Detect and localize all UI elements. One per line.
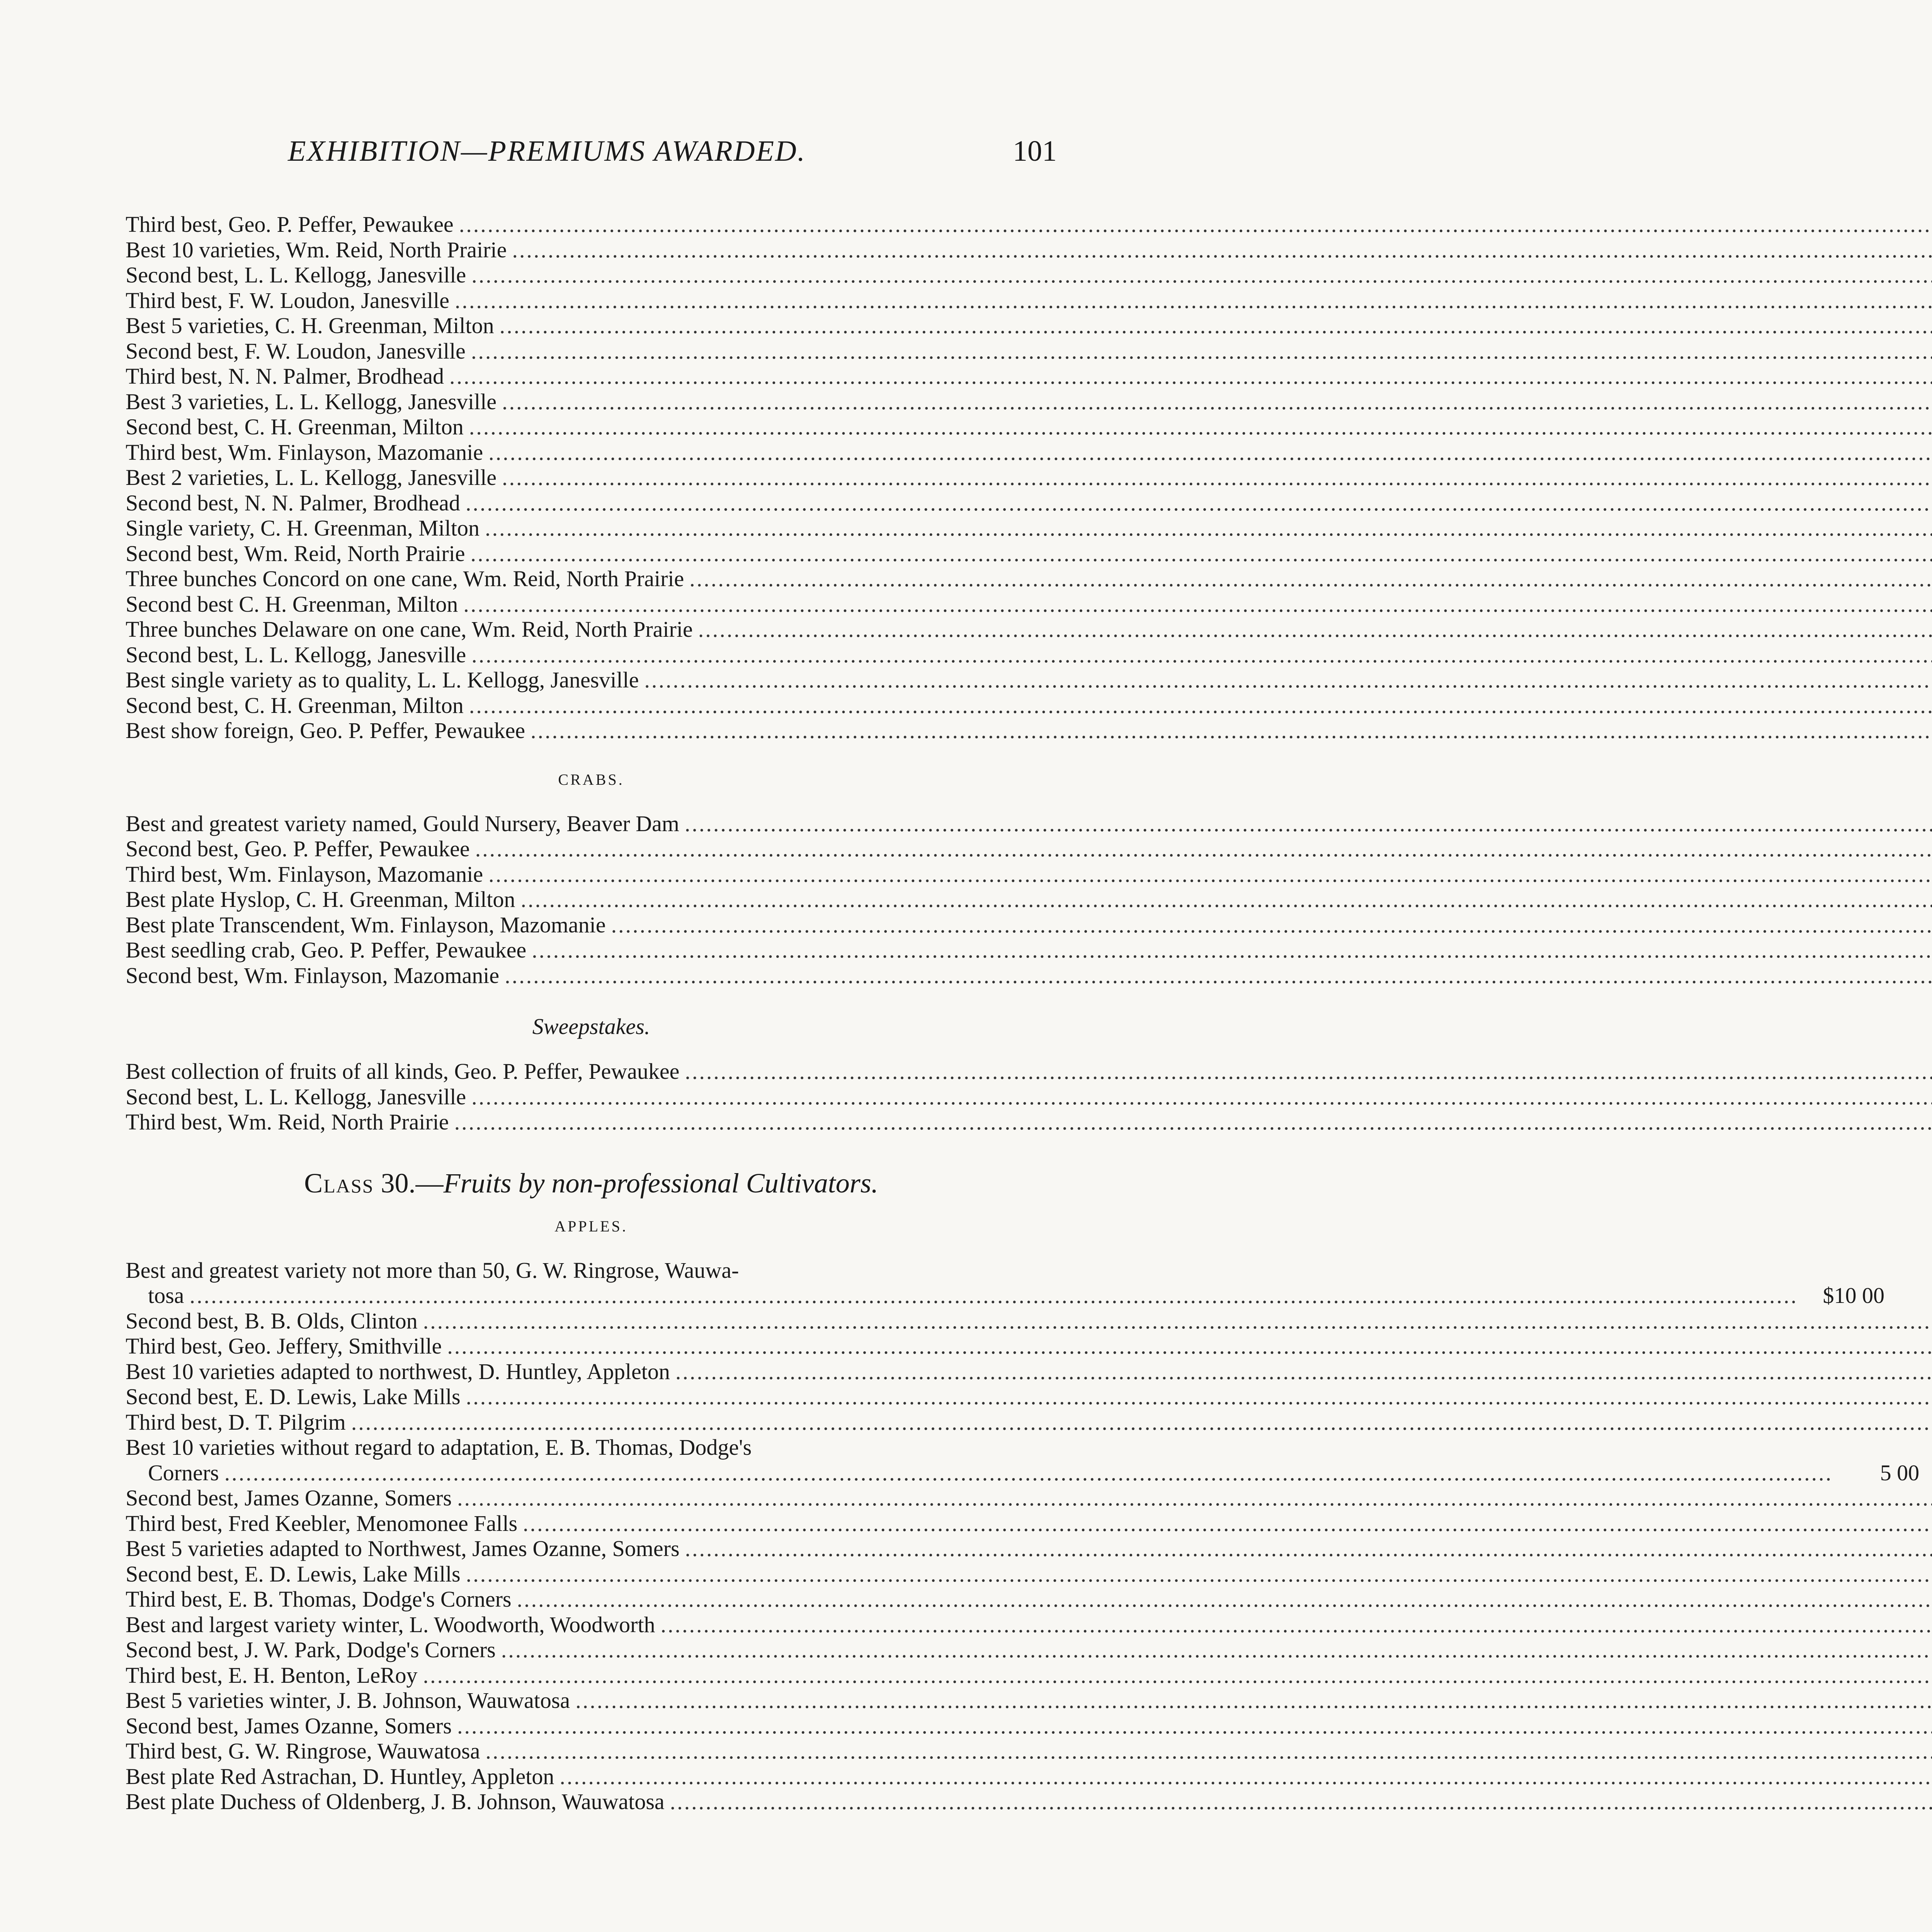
entry-description: Third best, Wm. Finlayson, Mazomanie xyxy=(126,439,483,465)
entry-row xyxy=(126,313,1057,338)
entry-row xyxy=(126,1410,1057,1435)
entry-row xyxy=(126,887,1057,912)
dot-leader xyxy=(501,1637,1932,1663)
entry-row xyxy=(126,1308,1057,1334)
entry-row xyxy=(126,338,1057,364)
entry-description: Corners xyxy=(148,1460,219,1485)
entry-row xyxy=(126,1283,1884,1308)
entry-row xyxy=(126,1109,1057,1135)
entry-description: Third best, N. N. Palmer, Brodhead xyxy=(126,364,444,389)
entry-amount: $10 00 xyxy=(1823,1283,1884,1308)
entry-description: Best plate Hyslop, C. H. Greenman, Milton xyxy=(126,887,515,912)
class-title: Fruits by non-professional Cultivators. xyxy=(443,1167,878,1199)
dot-leader xyxy=(470,541,1932,566)
dot-leader xyxy=(466,490,1932,516)
class-label: Class xyxy=(304,1167,374,1199)
dot-leader xyxy=(457,1485,1932,1511)
entry-description: Third best, E. B. Thomas, Dodge's Corners xyxy=(126,1587,512,1612)
entry-row xyxy=(126,262,1057,288)
entry-description: Third best, Fred Keebler, Menomonee Falls xyxy=(126,1510,518,1536)
entry-row xyxy=(126,937,1057,963)
dot-leader xyxy=(471,642,1932,668)
entry-row xyxy=(126,642,1057,668)
dot-leader xyxy=(485,515,1932,541)
dot-leader xyxy=(449,364,1932,389)
entry-row xyxy=(126,1384,1057,1410)
apples-entry-wrapped-1 xyxy=(126,1257,1884,1308)
class-dash: — xyxy=(415,1167,444,1199)
entry-description: Second best, N. N. Palmer, Brodhead xyxy=(126,490,460,515)
entry-description: Third best, Geo. Jeffery, Smithville xyxy=(126,1333,442,1359)
entry-description: Three bunches Delaware on one cane, Wm. Reid, North Prairie xyxy=(126,617,693,642)
running-header xyxy=(126,128,1057,170)
dot-leader xyxy=(502,465,1932,490)
dot-leader xyxy=(575,1688,1932,1713)
entry-row xyxy=(126,1637,1057,1663)
entry-description: Best collection of fruits of all kinds, Geo. P. Peffer, Pewaukee xyxy=(126,1059,680,1084)
entry-row xyxy=(126,440,1057,465)
dot-leader xyxy=(685,1536,1932,1561)
dot-leader xyxy=(560,1764,1932,1789)
entry-line-1: Best 10 varieties without regard to adaptation, E. B. Thomas, Dodge's xyxy=(126,1435,752,1460)
entry-row xyxy=(126,1059,1057,1084)
entry-description: Best 5 varieties winter, J. B. Johnson, Wauwatosa xyxy=(126,1688,570,1713)
dot-leader xyxy=(502,389,1932,415)
entry-description: Second best, James Ozanne, Somers xyxy=(126,1713,452,1738)
entry-description: Third best, D. T. Pilgrim xyxy=(126,1409,346,1435)
dot-leader xyxy=(463,592,1932,617)
entry-description: Second best, C. H. Greenman, Milton xyxy=(126,414,464,439)
entry-description: Best 2 varieties, L. L. Kellogg, Janesville xyxy=(126,465,497,490)
entry-row xyxy=(126,364,1057,389)
dot-leader xyxy=(459,212,1932,237)
entry-description: Second best, E. D. Lewis, Lake Mills xyxy=(126,1384,461,1409)
entry-row xyxy=(126,693,1057,718)
dot-leader xyxy=(660,1612,1932,1638)
dot-leader xyxy=(531,718,1932,743)
entry-description: Second best, C. H. Greenman, Milton xyxy=(126,692,464,718)
entry-description: Best and largest variety winter, L. Woodworth, Woodworth xyxy=(126,1612,655,1637)
page-number: 101 xyxy=(1013,135,1057,167)
dot-leader xyxy=(644,667,1932,693)
dot-leader xyxy=(469,693,1932,718)
dot-leader xyxy=(685,811,1932,837)
entry-row xyxy=(126,1511,1057,1536)
dot-leader xyxy=(523,1511,1932,1536)
dot-leader xyxy=(224,1460,1833,1486)
crabs-heading: CRABS. xyxy=(558,770,624,788)
entry-row xyxy=(126,667,1057,693)
dot-leader xyxy=(457,1713,1932,1739)
entry-line-1: Best and greatest variety not more than 50, G. W. Ringrose, Wauwa- xyxy=(126,1257,739,1283)
dot-leader xyxy=(466,1384,1932,1410)
dot-leader xyxy=(488,440,1932,465)
entry-row xyxy=(126,811,1057,837)
entry-row xyxy=(126,389,1057,415)
dot-leader xyxy=(611,912,1932,938)
entry-row xyxy=(126,1789,1057,1815)
entry-description: Best plate Duchess of Oldenberg, J. B. Johnson, Wauwatosa xyxy=(126,1789,665,1814)
entry-row xyxy=(126,718,1057,743)
entry-description: Best 3 varieties, L. L. Kellogg, Janesville xyxy=(126,389,497,414)
entry-description: Second best, L. L. Kellogg, Janesville xyxy=(126,642,466,667)
dot-leader xyxy=(447,1333,1932,1359)
class-number: 30. xyxy=(381,1167,416,1199)
book-page xyxy=(126,128,1920,1815)
entry-row xyxy=(126,490,1057,516)
entry-description: Third best, E. H. Benton, LeRoy xyxy=(126,1662,418,1688)
dot-leader xyxy=(471,1084,1932,1110)
dot-leader xyxy=(454,1109,1932,1135)
dot-leader xyxy=(423,1663,1932,1688)
entry-row xyxy=(126,1359,1057,1384)
entry-row xyxy=(126,541,1057,566)
entry-description: Best plate Red Astrachan, D. Huntley, Appleton xyxy=(126,1764,554,1789)
entry-description: Third best, Wm. Finlayson, Mazomanie xyxy=(126,861,483,887)
dot-leader xyxy=(488,862,1932,887)
entry-description: Second best, B. B. Olds, Clinton xyxy=(126,1308,418,1333)
entry-row xyxy=(126,237,1057,263)
entry-description: Third best, G. W. Ringrose, Wauwatosa xyxy=(126,1738,480,1764)
entry-row xyxy=(126,912,1057,938)
dot-leader xyxy=(471,338,1932,364)
entry-row xyxy=(126,515,1057,541)
entry-description: Single variety, C. H. Greenman, Milton xyxy=(126,515,480,541)
entry-row xyxy=(126,1764,1057,1789)
dot-leader xyxy=(485,1738,1932,1764)
entry-row xyxy=(126,1688,1057,1713)
entry-description: Best 5 varieties, C. H. Greenman, Milton xyxy=(126,313,494,338)
entry-description: Second best C. H. Greenman, Milton xyxy=(126,591,458,617)
entry-description: Best 10 varieties, Wm. Reid, North Prairie xyxy=(126,237,507,262)
entry-description: Best 10 varieties adapted to northwest, D. Huntley, Appleton xyxy=(126,1359,670,1384)
crabs-list xyxy=(126,811,1057,988)
entry-description: Second best, Wm. Reid, North Prairie xyxy=(126,541,465,566)
apples-heading: APPLES. xyxy=(554,1217,628,1235)
entry-row xyxy=(126,566,1057,592)
entry-description: Second best, E. D. Lewis, Lake Mills xyxy=(126,1561,461,1587)
entry-description: Second best, L. L. Kellogg, Janesville xyxy=(126,262,466,287)
entry-row xyxy=(126,1663,1057,1688)
entry-row xyxy=(126,414,1057,440)
running-title: EXHIBITION—PREMIUMS AWARDED. xyxy=(288,135,806,167)
dot-leader xyxy=(517,1587,1932,1612)
entry-row xyxy=(126,1084,1057,1110)
dot-leader xyxy=(466,1561,1932,1587)
entry-description: Second best, Wm. Finlayson, Mazomanie xyxy=(126,963,500,988)
dot-leader xyxy=(505,963,1932,988)
apples-list-a xyxy=(126,1308,1057,1435)
entry-row xyxy=(126,1333,1057,1359)
entry-description: Third best, F. W. Loudon, Janesville xyxy=(126,287,449,313)
entry-description: Best show foreign, Geo. P. Peffer, Pewaukee xyxy=(126,718,525,743)
entry-row xyxy=(126,862,1057,887)
entry-description: Best and greatest variety named, Gould Nursery, Beaver Dam xyxy=(126,811,679,836)
dot-leader xyxy=(475,836,1932,862)
entry-description: Second best, Geo. P. Peffer, Pewaukee xyxy=(126,836,470,861)
entry-row xyxy=(126,1460,1920,1486)
entry-row xyxy=(126,1561,1057,1587)
dot-leader xyxy=(520,887,1932,912)
entry-description: tosa xyxy=(148,1283,184,1308)
entry-description: Second best, F. W. Loudon, Janesville xyxy=(126,338,466,364)
entry-row xyxy=(126,963,1057,988)
dot-leader xyxy=(670,1789,1932,1815)
entry-description: Best 5 varieties adapted to Northwest, James Ozanne, Somers xyxy=(126,1536,680,1561)
sweepstakes-list xyxy=(126,1059,1057,1135)
sweepstakes-heading: Sweepstakes. xyxy=(532,1014,650,1039)
dot-leader xyxy=(675,1359,1932,1384)
dot-leader xyxy=(469,414,1932,440)
entry-row xyxy=(126,592,1057,617)
entry-row xyxy=(126,1612,1057,1638)
class-30-heading xyxy=(126,1167,1057,1199)
dot-leader xyxy=(512,237,1932,263)
dot-leader xyxy=(500,313,1932,338)
entry-description: Three bunches Concord on one cane, Wm. Reid, North Prairie xyxy=(126,566,684,591)
grapes-continued-list xyxy=(126,212,1057,743)
entry-row xyxy=(126,1536,1057,1561)
apples-entry-wrapped-2 xyxy=(126,1435,1920,1485)
dot-leader xyxy=(532,937,1932,963)
dot-leader xyxy=(689,566,1932,592)
entry-description: Best plate Transcendent, Wm. Finlayson, Mazomanie xyxy=(126,912,606,937)
dot-leader xyxy=(455,288,1932,313)
entry-row xyxy=(126,465,1057,490)
dot-leader xyxy=(189,1283,1798,1308)
entry-description: Second best, James Ozanne, Somers xyxy=(126,1485,452,1510)
entry-description: Second best, J. W. Park, Dodge's Corners xyxy=(126,1637,496,1662)
entry-description: Third best, Wm. Reid, North Prairie xyxy=(126,1109,449,1134)
entry-row xyxy=(126,1738,1057,1764)
entry-row xyxy=(126,1587,1057,1612)
entry-row xyxy=(126,1713,1057,1739)
dot-leader xyxy=(698,617,1932,642)
entry-description: Third best, Geo. P. Peffer, Pewaukee xyxy=(126,212,454,237)
entry-description: Second best, L. L. Kellogg, Janesville xyxy=(126,1084,466,1109)
entry-row xyxy=(126,1485,1057,1511)
entry-row xyxy=(126,836,1057,862)
entry-list xyxy=(126,212,1057,743)
entry-row xyxy=(126,288,1057,313)
entry-row xyxy=(126,212,1057,237)
entry-description: Best single variety as to quality, L. L. Kellogg, Janesville xyxy=(126,667,639,692)
entry-description: Best seedling crab, Geo. P. Peffer, Pewaukee xyxy=(126,937,527,963)
dot-leader xyxy=(351,1410,1932,1435)
dot-leader xyxy=(423,1308,1932,1334)
apples-list-b xyxy=(126,1485,1057,1815)
entry-amount: 5 00 xyxy=(1880,1460,1920,1485)
dot-leader xyxy=(471,262,1932,288)
entry-row xyxy=(126,617,1057,642)
dot-leader xyxy=(685,1059,1932,1084)
